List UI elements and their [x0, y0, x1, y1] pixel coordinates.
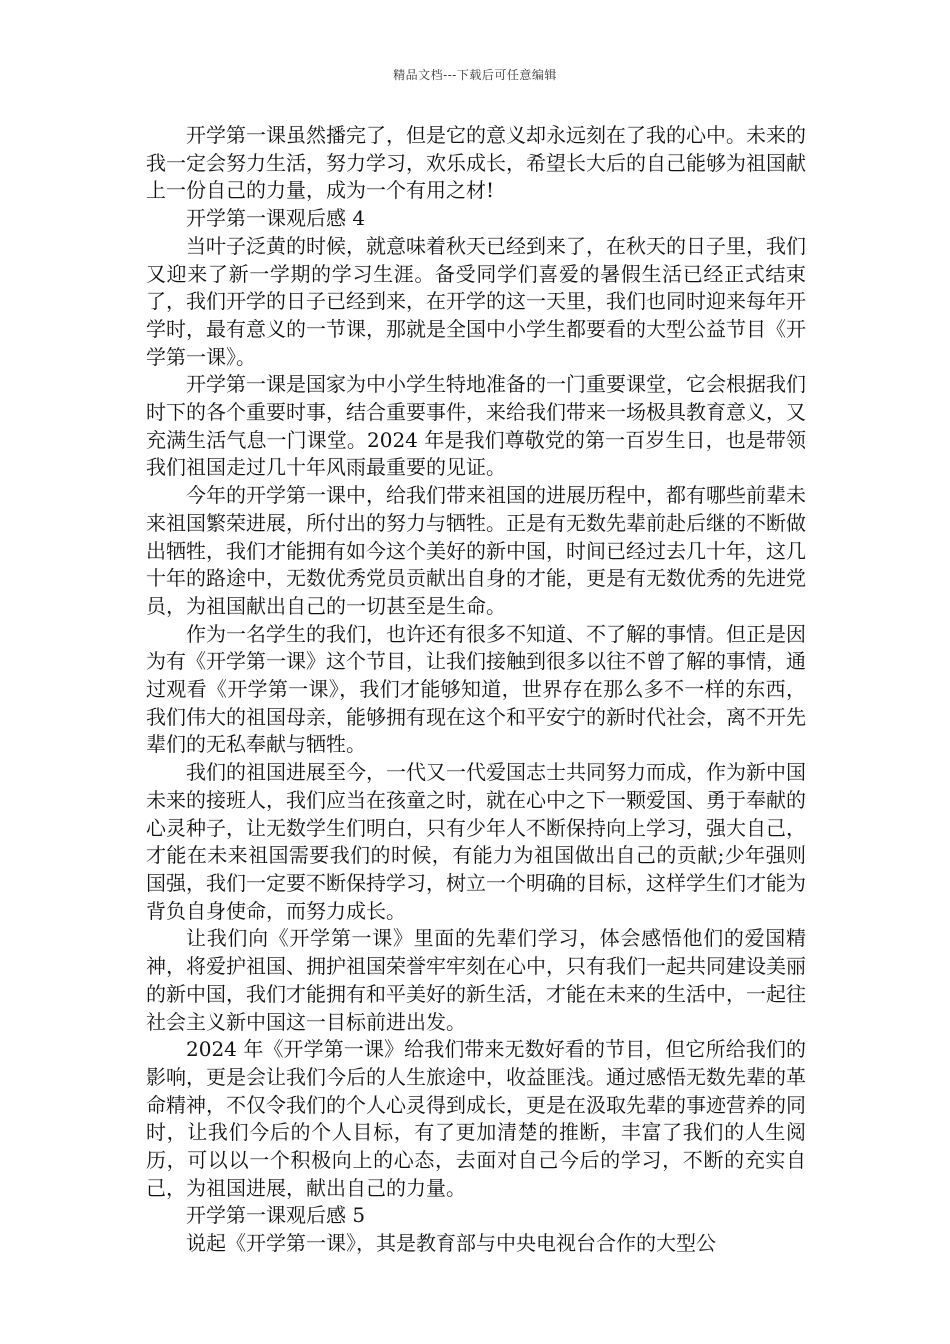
paragraph-1: 开学第一课虽然播完了，但是它的意义却永远刻在了我的心中。未来的我一定会努力生活，努力学习，欢乐成长，希望长大后的自己能够为祖国献上一份自己的力量，成为一个有用之材! [146, 123, 806, 203]
page-header: 精品文档---下载后可任意编辑 [393, 68, 557, 82]
paragraph-9: 说起《开学第一课》，其是教育部与中央电视台合作的大型公 [186, 1231, 716, 1256]
document-body [146, 122, 806, 1258]
paragraph-8: 2024 年《开学第一课》给我们带来无数好看的节目，但它所给我们的影响，更是会让我们今后的人生旅途中，收益匪浅。通过感悟无数先辈的革命精神，不仅令我们的个人心灵得到成长，更是在汲取先辈的事迹营养的同时，让我们今后的个人目标，有了更加清楚的推断，丰富了我们的人生阅历，可以以一个积极向上的心态，去面对自己今后的学习，不断的充实自己，为祖国进展，献出自己的力量。 [146, 1037, 806, 1200]
section-heading-5: 开学第一课观后感 5 [186, 1203, 366, 1228]
paragraph-5: 作为一名学生的我们，也许还有很多不知道、不了解的事情。但正是因为有《开学第一课》这个节目，让我们接触到很多以往不曾了解的事情，通过观看《开学第一课》，我们才能够知道，世界存在那么多不一样的东西，我们伟大的祖国母亲，能够拥有现在这个和平安宁的新时代社会，离不开先辈们的无私奉献与牺牲。 [146, 621, 806, 757]
paragraph-2: 当叶子泛黄的时候，就意味着秋天已经到来了，在秋天的日子里，我们又迎来了新一学期的学习生涯。备受同学们喜爱的暑假生活已经正式结束了，我们开学的日子已经到来，在开学的这一天里，我们也同时迎来每年开学时，最有意义的一节课，那就是全国中小学生都要看的大型公益节目《开学第一课》。 [146, 233, 806, 369]
paragraph-4: 今年的开学第一课中，给我们带来祖国的进展历程中，都有哪些前辈未来祖国繁荣进展，所付出的努力与牺牲。正是有无数先辈前赴后继的不断做出牺牲，我们才能拥有如今这个美好的新中国，时间已经过去几十年，这几十年的路途中，无数优秀党员贡献出自身的才能，更是有无数优秀的先进党员，为祖国献出自己的一切甚至是生命。 [146, 483, 806, 618]
paragraph-6: 我们的祖国进展至今，一代又一代爱国志士共同努力而成，作为新中国未来的接班人，我们应当在孩童之时，就在心中之下一颗爱国、勇于奉献的心灵种子，让无数学生们明白，只有少年人不断保持向上学习，强大自己，才能在未来祖国需要我们的时候，有能力为祖国做出自己的贡献;少年强则国强，我们一定要不断保持学习，树立一个明确的目标，这样学生们才能为背负自身使命，而努力成长。 [146, 760, 806, 923]
paragraph-7: 让我们向《开学第一课》里面的先辈们学习，体会感悟他们的爱国精神，将爱护祖国、拥护祖国荣誉牢牢刻在心中，只有我们一起共同建设美丽的新中国，我们才能拥有和平美好的新生活，才能在未来的生活中，一起往社会主义新中国这一目标前进出发。 [146, 926, 806, 1034]
section-heading-4: 开学第一课观后感 4 [186, 206, 366, 231]
paragraph-3: 开学第一课是国家为中小学生特地准备的一门重要课堂，它会根据我们时下的各个重要时事，结合重要事件，来给我们带来一场极具教育意义，又充满生活气息一门课堂。2024 年是我们尊敬党的第一百岁生日，也是带领我们祖国走过几十年风雨最重要的见证。 [146, 372, 806, 480]
